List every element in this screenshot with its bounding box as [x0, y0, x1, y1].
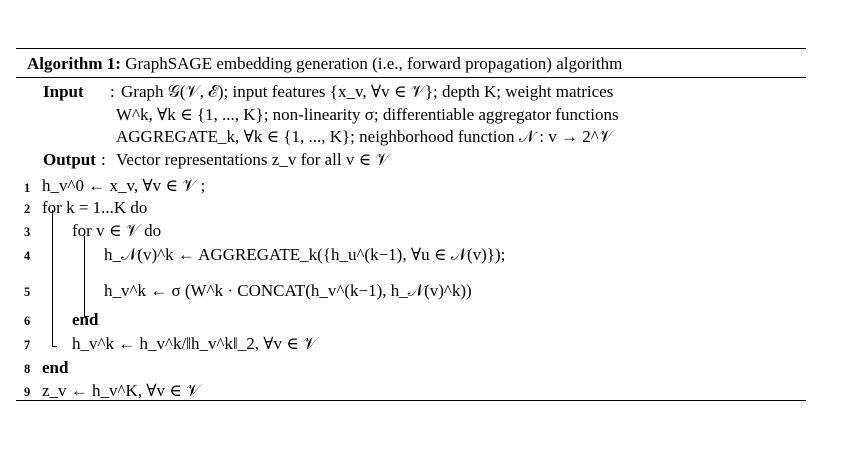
- line-number: 5: [24, 285, 31, 299]
- algorithm-header: [16, 49, 806, 77]
- header-rule: [16, 77, 806, 78]
- input-line-2: W^k, ∀k ∈ {1, ..., K}; non-linearity σ; differentiable aggregator functions: [116, 104, 619, 124]
- line-9-code: z_v ← h_v^K, ∀v ∈ 𝒱: [42, 381, 201, 400]
- line-number: 1: [24, 181, 31, 195]
- outer-loop-guide: [52, 210, 53, 346]
- line-7-code: h_v^k ← h_v^k/‖h_v^k‖_2, ∀v ∈ 𝒱: [72, 334, 318, 353]
- input-line-1: Graph 𝒢(𝒱, ℰ); input features {x_v, ∀v ∈ 𝒱}; depth K; weight matrices: [121, 82, 614, 101]
- line-number: 6: [24, 314, 31, 328]
- line-4-code: h_𝒩(v)^k ← AGGREGATE_k({h_u^(k−1), ∀u ∈ 𝒩(v)});: [104, 245, 506, 264]
- algorithm-title: GraphSAGE embedding generation (i.e., forward propagation) algorithm: [125, 54, 623, 73]
- input-label: Input: [43, 82, 84, 101]
- output-text: Vector representations z_v for all v ∈ 𝒱: [116, 149, 390, 169]
- io-block: [16, 81, 806, 171]
- line-number: 7: [24, 338, 31, 352]
- line-3-code: for v ∈ 𝒱 do: [72, 221, 162, 240]
- output-label: Output: [43, 149, 96, 169]
- algorithm-box: [16, 48, 806, 401]
- line-8-code: end: [42, 358, 69, 377]
- line-2-code: for k = 1...K do: [42, 198, 148, 217]
- input-row-3: [16, 126, 806, 149]
- algorithm-label: Algorithm 1:: [27, 54, 121, 73]
- input-colon: :: [110, 82, 115, 101]
- input-row-2: [16, 104, 806, 127]
- output-colon: :: [101, 149, 106, 169]
- line-number: 3: [24, 225, 31, 239]
- output-row: [16, 149, 806, 172]
- line-number: 9: [24, 385, 31, 399]
- line-number: 2: [24, 202, 31, 216]
- input-row: [16, 81, 806, 104]
- line-number: 4: [24, 249, 31, 263]
- outer-loop-guide-end: [52, 346, 57, 347]
- inner-loop-guide: [84, 236, 85, 316]
- line-5-code: h_v^k ← σ (W^k · CONCAT(h_v^(k−1), h_𝒩(v)^k)): [104, 281, 472, 300]
- input-line-3: AGGREGATE_k, ∀k ∈ {1, ..., K}; neighborhood function 𝒩 : v → 2^𝒱: [116, 127, 613, 146]
- algorithm-lines: [16, 176, 806, 400]
- line-number: 8: [24, 362, 31, 376]
- line-1-code: h_v^0 ← x_v, ∀v ∈ 𝒱 ;: [42, 176, 206, 195]
- line-6-code: end: [72, 310, 99, 329]
